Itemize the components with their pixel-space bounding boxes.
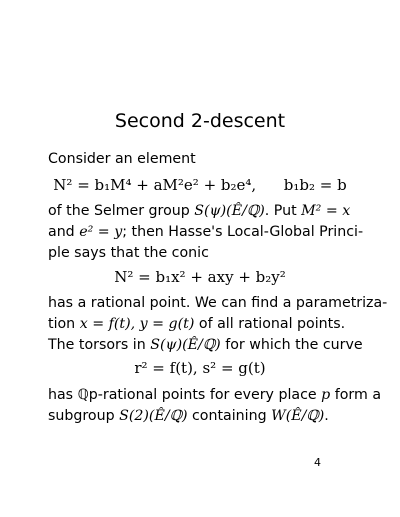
text-run: . <box>324 408 329 424</box>
text-run: subgroup <box>48 408 120 424</box>
text-run: of the Selmer group <box>48 203 195 219</box>
math-selmer-group: S(ψ)(Ê/ℚ) <box>194 203 265 219</box>
text-run: ; then Hasse's Local-Global Princi- <box>122 224 364 240</box>
text-run: tion <box>48 316 80 332</box>
paragraph-intro: Consider an element <box>48 151 196 167</box>
text-run: of all rational points. <box>194 316 346 332</box>
paragraph-subgroup-line1 <box>48 384 382 406</box>
text-run: for which the curve <box>220 337 363 353</box>
text-run: -rational points for every place <box>97 387 322 403</box>
page-number: 4 <box>314 456 321 469</box>
math-m-squared: M² = x <box>301 203 351 219</box>
text-run: and <box>48 224 80 240</box>
math-p: p <box>321 387 331 403</box>
math-w-group: W(Ê/ℚ) <box>271 408 325 424</box>
paragraph-param-line3 <box>48 334 363 356</box>
math-selmer-group: S(ψ)(Ê/ℚ) <box>150 337 221 353</box>
math-s2-group: S(2)(Ê/ℚ) <box>119 408 188 424</box>
paragraph-selmer-line3: ple says that the conic <box>48 245 209 261</box>
paragraph-selmer-line1 <box>48 200 360 222</box>
equation-conic: N² = b₁x² + axy + b₂y² <box>114 268 286 286</box>
math-qp: ℚp <box>77 387 98 403</box>
text-run: has <box>48 387 78 403</box>
text-run: containing <box>187 408 272 424</box>
math-e-squared: e² = y <box>79 224 123 240</box>
equation-curve: r² = f(t), s² = g(t) <box>134 359 266 377</box>
equation-element-side: b₁b₂ = b <box>283 176 347 194</box>
math-parametrization: x = f(t), y = g(t) <box>79 316 195 332</box>
text-run: . Put <box>264 203 302 219</box>
equation-element <box>0 174 400 196</box>
paragraph-subgroup-line2 <box>48 405 360 427</box>
equation-element-main: N² = b₁M⁴ + aM²e² + b₂e⁴, <box>53 176 257 194</box>
text-run: form a <box>330 387 382 403</box>
paragraph-param-line2 <box>48 313 360 335</box>
paragraph-selmer-line2 <box>48 221 364 243</box>
slide-title: Second 2-descent <box>114 110 286 132</box>
text-run: The torsors in <box>48 337 151 353</box>
paragraph-param-line1: has a rational point. We can find a parametriza- <box>48 295 388 311</box>
